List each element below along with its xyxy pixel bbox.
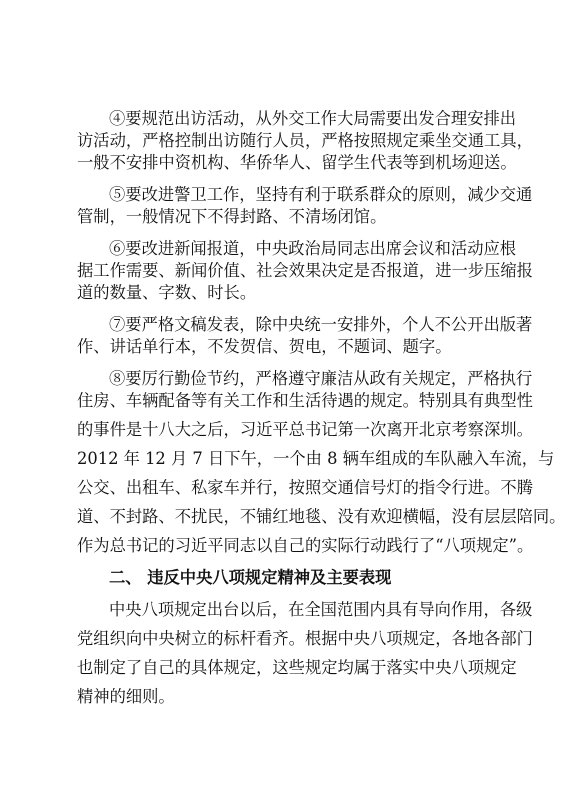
text-line: 的事件是十八大之后，习近平总书记第一次离开北京考察深圳。	[77, 420, 533, 439]
text-line: ⑧要厉行勤俭节约，严格遵守廉洁从政有关规定，严格执行	[109, 369, 533, 388]
document-page	[77, 108, 566, 708]
text-line: 一般不安排中资机构、华侨华人、留学生代表等到机场迎送。	[77, 153, 517, 172]
text-line: 管制，一般情况下不得封路、不清场闭馆。	[77, 207, 387, 226]
text-line: ⑤要改进警卫工作，坚持有利于联系群众的原则，减少交通	[109, 185, 533, 204]
paragraph-outbound-visits	[77, 108, 533, 174]
text-line: 道、不封路、不扰民，不铺红地毯、没有欢迎横幅，没有层层陪同。	[77, 507, 566, 526]
paragraph-eight-rules-detail	[77, 599, 533, 708]
text-line: ⑦要严格文稿发表，除中央统一安排外，个人不公开出版著	[109, 315, 533, 334]
paragraph-publications	[77, 314, 533, 358]
heading-text: 二、 违反中央八项规定精神及主要表现	[109, 568, 392, 587]
text-line: 道的数量、字数、时长。	[77, 283, 257, 302]
text-line: 也制定了自己的具体规定，这些规定均属于落实中央八项规定	[77, 658, 517, 677]
text-line: 作、讲话单行本，不发贺信、贺电，不题词、题字。	[77, 337, 452, 356]
text-line: 公交、出租车、私家车并行，按照交通信号灯的指令行进。不腾	[77, 478, 533, 497]
text-line: ④要规范出访活动，从外交工作大局需要出发合理安排出	[109, 109, 517, 128]
text-line: 中央八项规定出台以后，在全国范围内具有导向作用，各级	[109, 600, 533, 619]
text-line: ⑥要改进新闻报道，中央政治局同志出席会议和活动应根	[109, 239, 517, 258]
text-line: 住房、车辆配备等有关工作和生活待遇的规定。特别具有典型性	[77, 391, 533, 410]
text-line: 党组织向中央树立的标杆看齐。根据中央八项规定，各地各部门	[77, 629, 533, 648]
section-heading	[77, 567, 507, 589]
paragraph-frugality	[77, 368, 566, 557]
text-line: 精神的细则。	[77, 687, 175, 706]
paragraph-news-reporting	[77, 238, 533, 304]
text-line: 作为总书记的习近平同志以自己的实际行动践行了“八项规定”。	[77, 536, 534, 555]
text-line: 访活动，严格控制出访随行人员，严格按照规定乘坐交通工具，	[77, 131, 533, 150]
paragraph-security-work	[77, 184, 533, 228]
text-line: 据工作需要、新闻价值、社会效果决定是否报道，进一步压缩报	[77, 261, 533, 280]
text-line: 2012 年 12 月 7 日下午，一个由 8 辆车组成的车队融入车流，与	[77, 449, 555, 468]
